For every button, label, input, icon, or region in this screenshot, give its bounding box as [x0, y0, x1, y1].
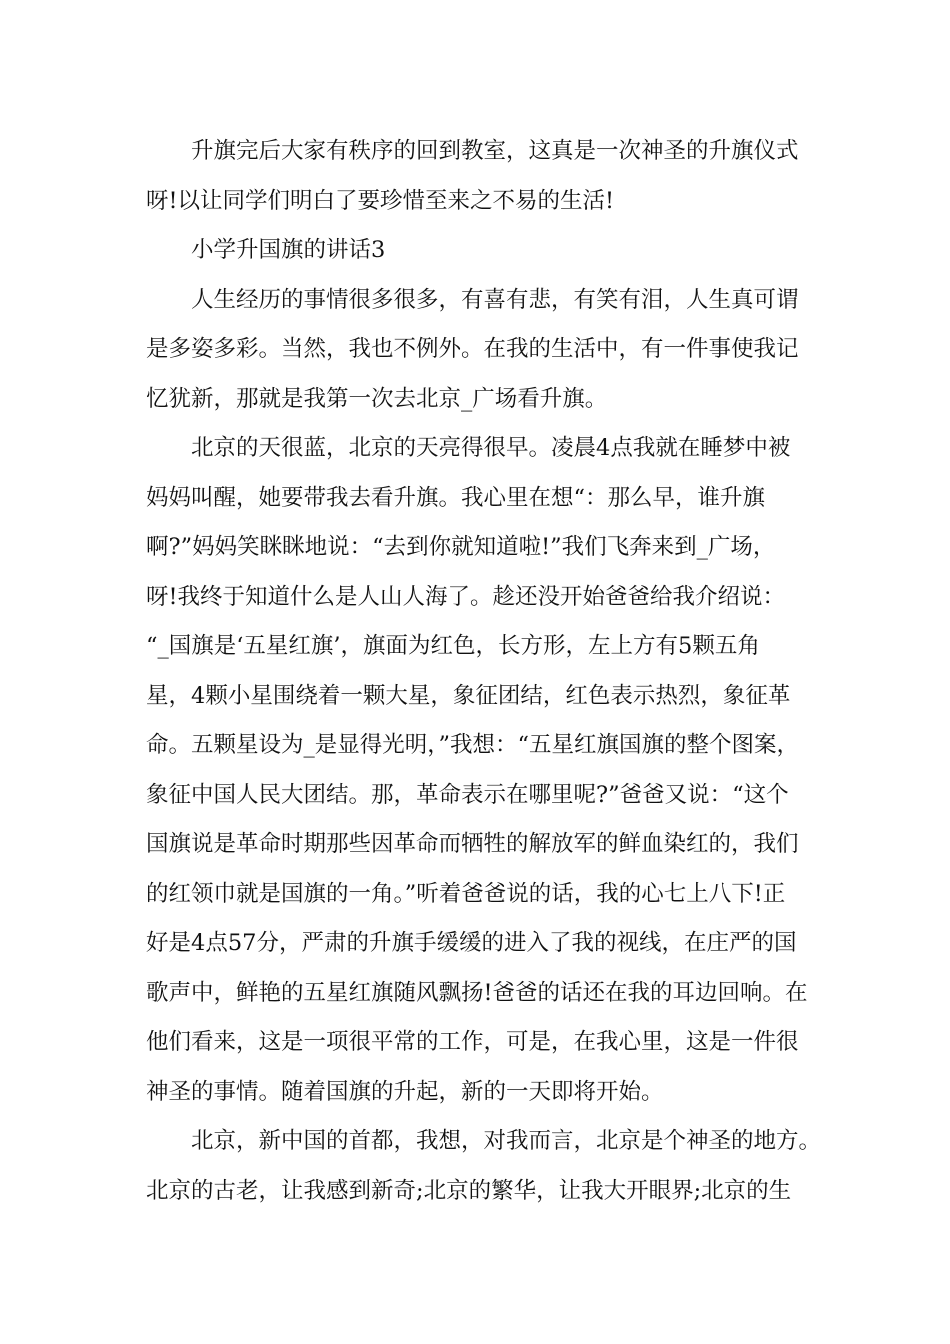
- text-line: 是多姿多彩。当然，我也不例外。在我的生活中，有一件事使我记: [146, 336, 799, 362]
- text-line: 歌声中，鲜艳的五星红旗随风飘扬!爸爸的话还在我的耳边回响。在: [146, 979, 808, 1006]
- text-line: 神圣的事情。随着国旗的升起，新的一天即将开始。: [146, 1078, 664, 1105]
- section-heading: 小学升国旗的讲话3: [191, 237, 386, 263]
- text-line: 北京，新中国的首都，我想，对我而言，北京是个神圣的地方。: [191, 1128, 822, 1154]
- text-line: 象征中国人民大团结。那，革命表示在哪里呢?”爸爸又说：“这个: [146, 781, 789, 808]
- document-body: [146, 127, 822, 1216]
- text-line: 妈妈叫醒，她要带我去看升旗。我心里在想“：那么早，谁升旗: [146, 484, 766, 511]
- text-line: 星，4颗小星围绕着一颗大星，象征团结，红色表示热烈，象征革: [146, 682, 791, 709]
- text-line: 好是4点57分，严肃的升旗手缓缓的进入了我的视线，在庄严的国: [146, 930, 797, 956]
- text-line: 北京的古老，让我感到新奇;北京的繁华，让我大开眼界;北京的生: [146, 1177, 792, 1204]
- text-line: 国旗说是革命时期那些因革命而牺牲的解放军的鲜血染红的，我们: [146, 831, 799, 857]
- text-line: 啊?”妈妈笑眯眯地说：“去到你就知道啦!”我们飞奔来到_广场，: [146, 534, 776, 560]
- text-line: 人生经历的事情很多很多，有喜有悲，有笑有泪，人生真可谓: [191, 286, 799, 313]
- text-line: 升旗完后大家有秩序的回到教室，这真是一次神圣的升旗仪式: [191, 138, 799, 164]
- text-line: 北京的天很蓝，北京的天亮得很早。凌晨4点我就在睡梦中被: [191, 435, 791, 461]
- text-line: 的红领巾就是国旗的一角。”听着爸爸说的话，我的心七上八下!正: [146, 880, 786, 907]
- text-line: “_国旗是‘五星红旗’，旗面为红色，长方形，左上方有5颗五角: [146, 633, 760, 659]
- text-line: 他们看来，这是一项很平常的工作，可是，在我心里，这是一件很: [146, 1029, 799, 1055]
- text-line: 忆犹新，那就是我第一次去北京_广场看升旗。: [146, 385, 608, 412]
- text-line: 呀!以让同学们明白了要珍惜至来之不易的生活!: [146, 187, 615, 214]
- text-line: 呀!我终于知道什么是人山人海了。趁还没开始爸爸给我介绍说：: [146, 583, 786, 610]
- text-line: 命。五颗星设为_是显得光明，”我想：“五星红旗国旗的整个图案，: [146, 732, 800, 758]
